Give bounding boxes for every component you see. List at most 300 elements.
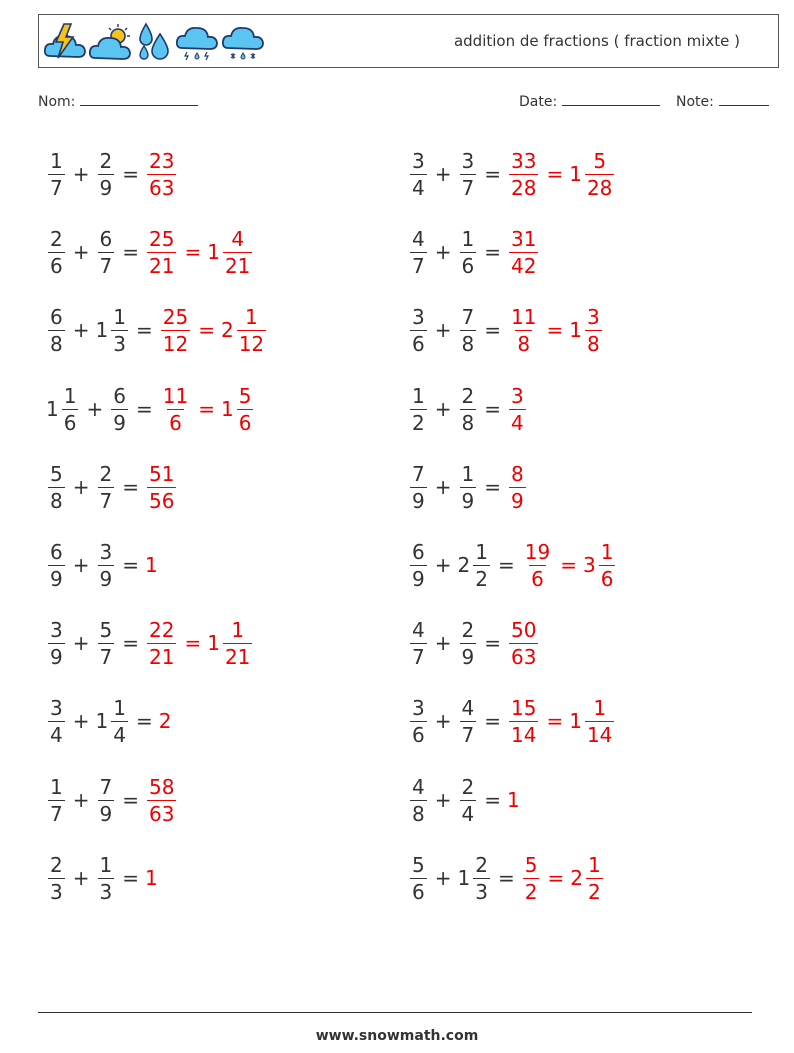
answer-fraction-denominator: 63: [149, 801, 175, 826]
addend-a-denominator: 6: [412, 722, 425, 747]
addend-b: [96, 774, 117, 826]
plus-sign: +: [434, 553, 452, 577]
addend-b: [458, 148, 479, 200]
answer-mixed-fraction: [586, 852, 603, 904]
answer-fraction-denominator: 8: [517, 331, 531, 356]
answer-mixed-fraction: [223, 617, 252, 669]
answer-mixed-denominator: 14: [586, 722, 613, 747]
equals-sign: =: [484, 318, 501, 342]
answer-mixed-whole: 2: [220, 318, 234, 342]
answer-whole: 2: [158, 709, 172, 733]
addend-a-fraction: [48, 852, 65, 904]
addend-b-numerator: 3: [99, 539, 113, 564]
problem-item: [408, 218, 540, 286]
addend-b: [458, 695, 479, 747]
grade-label: Note:: [676, 94, 714, 110]
answer-whole: 1: [507, 788, 520, 812]
equals-sign: =: [198, 318, 215, 342]
addend-b-fraction: [98, 226, 115, 278]
answer-fraction-denominator: 63: [149, 175, 175, 200]
equals-sign: =: [546, 709, 564, 733]
plus-sign: +: [434, 788, 452, 812]
answer-fraction-denominator: 21: [149, 253, 175, 278]
answer-fraction-numerator: 22: [149, 617, 175, 642]
thunder-cloud-icon: [42, 20, 88, 64]
addend-b: [109, 383, 130, 435]
equals-sign: =: [484, 397, 501, 421]
plus-sign: +: [434, 866, 452, 890]
addend-a-numerator: 6: [50, 539, 63, 564]
plus-sign: +: [72, 866, 90, 890]
answer-fraction-denominator: 9: [511, 488, 524, 513]
answer-fraction-denominator: 42: [511, 253, 537, 278]
addend-b: [458, 774, 479, 826]
equals-sign: =: [122, 631, 139, 655]
answer-mixed-denominator: 8: [586, 331, 600, 356]
plus-sign: +: [72, 709, 90, 733]
addend-a-fraction: [410, 774, 427, 826]
addend-a: [408, 383, 429, 435]
addend-a-denominator: 6: [412, 331, 425, 356]
addend-a-denominator: 9: [50, 566, 63, 591]
addend-b: [458, 383, 479, 435]
addend-a: [408, 617, 429, 669]
plus-sign: +: [434, 318, 452, 342]
addend-b-fraction: [460, 617, 477, 669]
addend-a-numerator: 4: [412, 774, 425, 799]
addend-b-numerator: 7: [461, 304, 475, 329]
answer-fraction-fraction: [509, 695, 538, 747]
addend-a-denominator: 9: [50, 644, 63, 669]
answer-mixed-fraction: [237, 383, 254, 435]
addend-b-denominator: 7: [99, 253, 113, 278]
addend-a: [408, 852, 429, 904]
problem-item: [408, 687, 616, 755]
answer-fraction: [507, 226, 540, 278]
addend-a: [408, 695, 429, 747]
addend-a: [46, 148, 67, 200]
problem-item: [46, 844, 158, 912]
addend-b-numerator: 2: [461, 383, 475, 408]
addend-b-denominator: 7: [99, 644, 113, 669]
answer-fraction-numerator: 3: [511, 383, 524, 408]
equals-sign: =: [198, 397, 215, 421]
addend-b-numerator: 6: [99, 226, 113, 251]
answer-fraction-numerator: 25: [149, 226, 175, 251]
answer-mixed-numerator: 1: [245, 304, 258, 329]
answer-fraction-numerator: 50: [511, 617, 537, 642]
answer-fraction: [521, 852, 542, 904]
problem-item: [408, 453, 528, 521]
equals-sign: =: [546, 318, 564, 342]
plus-sign: +: [72, 240, 90, 264]
answer-fraction: [507, 695, 540, 747]
addend-b-denominator: 7: [99, 488, 113, 513]
answer-fraction-fraction: [509, 383, 526, 435]
equals-sign: =: [560, 553, 577, 577]
answer-mixed-whole: 2: [570, 866, 583, 890]
addend-b-numerator: 1: [113, 695, 126, 720]
answer-mixed-denominator: 28: [586, 175, 613, 200]
addend-b-denominator: 6: [461, 253, 475, 278]
answer-mixed: [569, 148, 616, 200]
addend-b-fraction: [460, 148, 477, 200]
addend-a-fraction: [48, 304, 65, 356]
answer-mixed-fraction: [585, 148, 614, 200]
name-label: Nom:: [38, 94, 76, 110]
answer-mixed-numerator: 4: [231, 226, 245, 251]
addend-a-denominator: 6: [412, 879, 425, 904]
plus-sign: +: [72, 788, 90, 812]
addend-b-numerator: 1: [461, 461, 475, 486]
addend-a-denominator: 4: [50, 722, 63, 747]
answer-fraction-denominator: 28: [511, 175, 537, 200]
answer-mixed-whole: 3: [582, 553, 596, 577]
addend-a-denominator: 6: [63, 410, 77, 435]
answer-fraction: [507, 304, 540, 356]
date-line[interactable]: [562, 92, 660, 106]
answer-fraction: [145, 148, 178, 200]
name-line[interactable]: [80, 92, 198, 106]
answer-mixed-fraction: [599, 539, 616, 591]
problem-item: [408, 375, 528, 443]
addend-b-numerator: 3: [461, 148, 475, 173]
addend-a-numerator: 3: [412, 304, 425, 329]
addend-a-numerator: 5: [412, 852, 425, 877]
answer-fraction-fraction: [509, 461, 526, 513]
equals-sign: =: [135, 397, 153, 421]
addend-b-fraction: [98, 617, 115, 669]
addend-b: [96, 539, 117, 591]
answer-mixed: [569, 304, 603, 356]
problem-item: [46, 609, 254, 677]
addend-b-numerator: 6: [113, 383, 126, 408]
equals-sign: =: [135, 709, 153, 733]
plus-sign: +: [72, 162, 90, 186]
footer-divider: [38, 1012, 752, 1013]
answer-fraction-fraction: [509, 148, 538, 200]
addend-b-fraction: [460, 774, 477, 826]
addend-a-numerator: 4: [412, 617, 425, 642]
addend-a: [46, 774, 67, 826]
sun-cloud-icon: [88, 20, 134, 64]
addend-b: [458, 304, 479, 356]
addend-b-denominator: 9: [99, 801, 113, 826]
answer-fraction-fraction: [147, 617, 176, 669]
answer-mixed-numerator: 1: [231, 617, 245, 642]
answer-fraction: [507, 383, 528, 435]
addend-a: [46, 617, 67, 669]
storm-cloud-icon: [174, 20, 220, 64]
plus-sign: +: [72, 475, 90, 499]
problem-item: [46, 218, 254, 286]
addend-b: [95, 304, 130, 356]
answer-fraction-denominator: 14: [511, 722, 537, 747]
answer-fraction: [507, 461, 528, 513]
answer-mixed-fraction: [585, 304, 602, 356]
answer-mixed-fraction: [585, 695, 614, 747]
addend-b-numerator: 1: [461, 226, 475, 251]
answer-mixed-whole: 1: [207, 631, 220, 655]
plus-sign: +: [434, 709, 452, 733]
addend-a-denominator: 7: [50, 175, 63, 200]
answer-fraction-numerator: 15: [511, 695, 537, 720]
addend-a: [408, 774, 429, 826]
addend-b-denominator: 8: [461, 410, 475, 435]
equals-sign: =: [184, 240, 202, 264]
answer-fraction: [507, 617, 540, 669]
answer-fraction-fraction: [523, 852, 540, 904]
addend-b-whole: 2: [457, 553, 471, 577]
addend-a: [408, 226, 429, 278]
addend-a-denominator: 9: [412, 566, 425, 591]
addend-a-fraction: [48, 617, 65, 669]
addend-a-numerator: 6: [412, 539, 425, 564]
answer-mixed-whole: 1: [569, 162, 582, 186]
addend-a-fraction: [410, 383, 427, 435]
date-label: Date:: [519, 94, 558, 110]
answer-fraction-denominator: 6: [531, 566, 544, 591]
problem-item: [408, 531, 617, 599]
addend-b-numerator: 1: [475, 539, 488, 564]
problem-item: [408, 609, 540, 677]
addend-b-fraction: [111, 695, 128, 747]
addend-a: [46, 852, 67, 904]
answer-fraction-numerator: 51: [149, 461, 175, 486]
answer-fraction: [159, 304, 192, 356]
addend-a-denominator: 8: [50, 331, 63, 356]
addend-a-denominator: 6: [50, 253, 63, 278]
name-field: [38, 92, 198, 110]
answer-fraction-fraction: [523, 539, 552, 591]
equals-sign: =: [122, 162, 139, 186]
addend-a: [46, 539, 67, 591]
answer-fraction-numerator: 23: [149, 148, 175, 173]
addend-b-denominator: 4: [113, 722, 126, 747]
addend-a: [46, 383, 80, 435]
addend-b-fraction: [473, 852, 490, 904]
addend-b-denominator: 3: [113, 331, 126, 356]
answer-fraction-denominator: 6: [169, 410, 182, 435]
problem-item: [408, 766, 520, 834]
date-field: [519, 92, 660, 110]
problem-item: [408, 140, 616, 208]
addend-b-whole: 1: [457, 866, 471, 890]
answer-mixed-fraction: [223, 226, 252, 278]
answer-mixed: [220, 383, 255, 435]
answer-mixed-denominator: 2: [587, 879, 601, 904]
addend-a-denominator: 2: [412, 410, 425, 435]
grade-line[interactable]: [719, 92, 769, 106]
addend-b: [458, 617, 479, 669]
equals-sign: =: [484, 709, 501, 733]
addend-b: [457, 852, 492, 904]
answer-whole: 1: [145, 866, 158, 890]
addend-a-fraction: [410, 304, 427, 356]
plus-sign: +: [72, 318, 90, 342]
addend-a-numerator: 2: [50, 226, 63, 251]
answer-mixed-numerator: 1: [600, 539, 614, 564]
addend-a: [46, 304, 67, 356]
answer-mixed-numerator: 5: [238, 383, 252, 408]
equals-sign: =: [547, 866, 565, 890]
addend-b: [96, 461, 117, 513]
answer-fraction-numerator: 31: [511, 226, 537, 251]
addend-a-fraction: [48, 774, 65, 826]
addend-b-numerator: 1: [99, 852, 113, 877]
equals-sign: =: [122, 240, 139, 264]
answer-fraction-denominator: 12: [162, 331, 189, 356]
answer-mixed-numerator: 3: [586, 304, 600, 329]
addend-a-whole: 1: [46, 397, 59, 421]
problem-item: [46, 766, 178, 834]
addend-a: [408, 539, 429, 591]
addend-a-denominator: 7: [412, 253, 425, 278]
equals-sign: =: [546, 162, 564, 186]
problem-item: [46, 453, 178, 521]
equals-sign: =: [135, 318, 153, 342]
answer-fraction: [521, 539, 554, 591]
addend-b-denominator: 9: [461, 488, 475, 513]
addend-b-denominator: 9: [113, 410, 126, 435]
answer-mixed: [207, 617, 254, 669]
addend-a-denominator: 8: [50, 488, 63, 513]
answer-fraction-fraction: [161, 304, 190, 356]
answer-fraction: [145, 461, 178, 513]
addend-b-fraction: [111, 383, 128, 435]
weather-icons: [42, 18, 266, 66]
problem-item: [408, 296, 604, 364]
addend-b-numerator: 2: [461, 774, 475, 799]
addend-a-numerator: 2: [50, 852, 63, 877]
addend-a: [46, 226, 67, 278]
addend-b-fraction: [98, 774, 115, 826]
addend-b-fraction: [460, 304, 477, 356]
addend-a-numerator: 1: [50, 148, 63, 173]
problem-item: [46, 296, 268, 364]
addend-b-numerator: 5: [99, 617, 113, 642]
addend-b: [96, 226, 117, 278]
addend-a-fraction: [410, 539, 427, 591]
problem-item: [46, 687, 171, 755]
addend-a: [408, 461, 429, 513]
addend-a-numerator: 3: [50, 695, 63, 720]
addend-a-denominator: 9: [412, 488, 425, 513]
addend-b-denominator: 8: [461, 331, 475, 356]
footer-url: www.snowmath.com: [315, 1028, 479, 1044]
addend-a-denominator: 4: [412, 175, 425, 200]
addend-b-numerator: 2: [99, 148, 113, 173]
answer-mixed-numerator: 1: [593, 695, 607, 720]
problem-item: [46, 531, 158, 599]
problem-item: [46, 375, 255, 443]
addend-b-denominator: 7: [461, 175, 475, 200]
answer-fraction-denominator: 63: [511, 644, 537, 669]
answer-fraction-numerator: 8: [511, 461, 524, 486]
addend-b-fraction: [460, 461, 477, 513]
addend-b: [96, 617, 117, 669]
answer-fraction-denominator: 2: [524, 879, 538, 904]
addend-b-fraction: [98, 852, 115, 904]
answer-fraction: [145, 226, 178, 278]
answer-fraction-fraction: [147, 148, 176, 200]
addend-a: [408, 148, 429, 200]
answer-mixed: [207, 226, 254, 278]
equals-sign: =: [122, 788, 139, 812]
addend-a-fraction: [48, 461, 65, 513]
addend-a-numerator: 3: [412, 148, 425, 173]
addend-b-numerator: 2: [475, 852, 488, 877]
addend-a: [408, 304, 429, 356]
grade-field: [676, 92, 769, 110]
addend-b: [457, 539, 492, 591]
answer-fraction-fraction: [509, 226, 538, 278]
equals-sign: =: [122, 866, 139, 890]
addend-b-denominator: 3: [475, 879, 488, 904]
addend-a-denominator: 7: [412, 644, 425, 669]
answer-fraction-denominator: 4: [511, 410, 524, 435]
worksheet-title: addition de fractions ( fraction mixte ): [453, 32, 740, 50]
answer-fraction-numerator: 33: [511, 148, 537, 173]
answer-fraction-denominator: 21: [149, 644, 175, 669]
answer-fraction-numerator: 11: [162, 383, 189, 408]
answer-fraction-fraction: [147, 226, 176, 278]
plus-sign: +: [72, 631, 90, 655]
problem-item: [408, 844, 605, 912]
equals-sign: =: [484, 475, 501, 499]
addend-b-numerator: 7: [99, 774, 113, 799]
answer-mixed: [582, 539, 617, 591]
addend-a: [46, 461, 67, 513]
addend-a-numerator: 1: [63, 383, 77, 408]
addend-b-denominator: 9: [99, 566, 113, 591]
plus-sign: +: [434, 240, 452, 264]
addend-a-numerator: 5: [50, 461, 63, 486]
equals-sign: =: [484, 162, 501, 186]
addend-b-whole: 1: [95, 709, 109, 733]
addend-a-fraction: [410, 695, 427, 747]
answer-fraction-numerator: 58: [149, 774, 175, 799]
addend-b-whole: 1: [95, 318, 109, 342]
addend-a-fraction: [410, 226, 427, 278]
answer-fraction: [507, 148, 540, 200]
answer-mixed-denominator: 12: [238, 331, 265, 356]
answer-mixed-whole: 1: [220, 397, 234, 421]
answer-mixed-denominator: 6: [600, 566, 614, 591]
addend-a-numerator: 4: [412, 226, 425, 251]
addend-a-fraction: [62, 383, 79, 435]
plus-sign: +: [434, 397, 452, 421]
addend-b-fraction: [111, 304, 128, 356]
answer-mixed-numerator: 5: [593, 148, 607, 173]
answer-whole: 1: [145, 553, 158, 577]
equals-sign: =: [122, 553, 139, 577]
answer-mixed-denominator: 21: [224, 253, 251, 278]
addend-b-numerator: 1: [113, 304, 126, 329]
addend-b-denominator: 4: [461, 801, 475, 826]
answer-fraction: [145, 617, 178, 669]
answer-mixed: [569, 695, 616, 747]
answer-fraction-denominator: 56: [149, 488, 175, 513]
addend-a-numerator: 1: [412, 383, 425, 408]
answer-fraction: [145, 774, 178, 826]
plus-sign: +: [434, 475, 452, 499]
addend-a-denominator: 8: [412, 801, 425, 826]
equals-sign: =: [484, 631, 501, 655]
answer-mixed-whole: 1: [207, 240, 220, 264]
addend-a-denominator: 3: [50, 879, 63, 904]
addend-a-numerator: 6: [50, 304, 63, 329]
